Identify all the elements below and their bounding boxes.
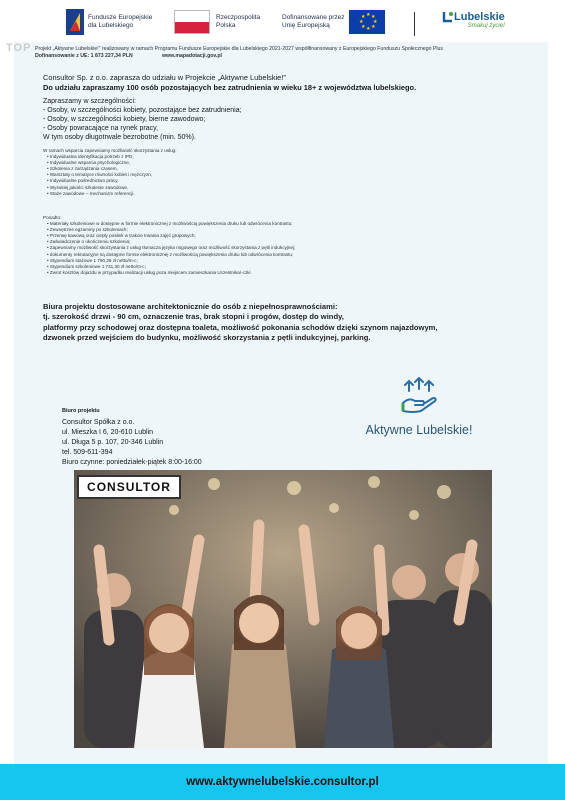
- logo-bar: [0, 0, 565, 42]
- office-line: ul. Długa 5 p. 107, 20-346 Lublin: [62, 439, 164, 446]
- svg-text:★: ★: [360, 14, 365, 20]
- fe-logo-line1: Fundusze Europejskie: [88, 14, 153, 21]
- svg-text:★: ★: [365, 12, 370, 18]
- invite-block: [43, 97, 242, 142]
- footer-bar: [0, 764, 565, 800]
- eu-logo: [282, 10, 385, 34]
- lubelskie-logo-text: Lubelskie: [454, 11, 505, 23]
- support-heading: W ramach wsparcia zapewniamy możliwość skorzystania z usług:: [43, 148, 177, 153]
- also-item: • Stypendium stażowe 1 790,28 zł netto/m-c;: [47, 257, 138, 263]
- rp-logo-line1: Rzeczpospolita: [216, 14, 261, 21]
- rp-logo-line2: Polska: [216, 22, 236, 29]
- fe-star-icon: [66, 9, 84, 35]
- hand-arrows-icon: [399, 377, 439, 415]
- accessibility-line: tj. szerokość drzwi - 90 cm, oznaczenie tras, brak stopni i progów, dostęp do windy,: [43, 312, 344, 322]
- support-item: • Szkolenia z zarządzania czasem,: [47, 166, 118, 172]
- consultor-tag: CONSULTOR: [77, 475, 181, 499]
- accessibility-line: Biura projektu dostosowane architektonicznie do osób z niepełnosprawnościami:: [43, 302, 338, 311]
- lubelskie-mark-icon: [442, 11, 454, 23]
- invite-line: W tym osoby długotrwale bezrobotne (min. 50%).: [43, 134, 196, 141]
- fe-logo-line2: dla Lubelskiego: [88, 22, 134, 29]
- support-item: • Indywidualne wsparcia psychologiczne,: [47, 160, 131, 166]
- svg-text:★: ★: [365, 26, 370, 32]
- office-line: ul. Mieszka I 6, 20-610 Lublin: [62, 429, 154, 436]
- accessibility-line: dzwonek przed wejściem do budynku, możliwość skorzystania z pętli indukcyjnej, parking.: [43, 332, 371, 342]
- also-item: • Zwrot kosztów dojazdu w przypadku realizacji usług poza miejscem zamieszkania Uczestnika/-czki: [47, 269, 251, 275]
- support-item: • Wysokiej jakości szkolenie zawodowe,: [47, 184, 129, 190]
- project-line2-right: www.mapadotacji.gov.pl: [162, 53, 222, 59]
- team-photo: [74, 470, 492, 748]
- office-line: Consultor Spółka z o.o.: [62, 419, 135, 426]
- also-item: • Materiały szkoleniowe w dostępne w formie elektronicznej z możliwością powiększenia druku lub odwrócenia kontrastu;: [47, 221, 293, 227]
- invite-line: - Osoby powracające na rynek pracy,: [43, 125, 159, 132]
- aktywne-logo: [354, 377, 484, 437]
- aktywne-logo-text: Aktywne Lubelskie!: [365, 423, 473, 437]
- support-list: [43, 148, 177, 197]
- also-list: [43, 215, 295, 276]
- svg-text:★: ★: [370, 24, 375, 30]
- logo-divider: [414, 12, 415, 36]
- svg-text:★: ★: [370, 14, 375, 20]
- office-label: Biuro projektu: [62, 408, 100, 414]
- also-item: • Zapewniamy możliwość skorzystania z usług tłumacza języka migowego oraz możliwość skorzystania z pętli indukcyjnej;: [47, 245, 296, 251]
- eu-logo-line2: Unię Europejską: [282, 22, 330, 29]
- accessibility-block: [43, 302, 438, 343]
- project-line2-left: Dofinansowanie z UE: 1 873 227,34 PLN: [35, 53, 133, 59]
- support-item: • Indywidualna identyfikacja potrzeb z IPD,: [47, 154, 134, 160]
- eu-flag-icon: [349, 10, 385, 34]
- fe-logo: [66, 9, 152, 35]
- also-item: • Przerwę kawową oraz ciepły posiłek w trakcie trwania zajęć grupowych;: [47, 233, 196, 239]
- intro-bold-text: Do udziału zapraszamy 100 osób pozostających bez zatrudnienia w wieku 18+ z województwa lubelskiego.: [43, 83, 417, 92]
- rp-logo: [174, 10, 260, 34]
- polish-flag-icon: [174, 10, 210, 34]
- invite-line: - Osoby, w szczególności kobiety, pozostające bez zatrudnienia;: [43, 107, 242, 114]
- also-item: • Zaświadczenie o ukończeniu szkolenia;: [47, 239, 131, 245]
- svg-text:★: ★: [358, 19, 363, 25]
- top-watermark: TOP: [6, 42, 32, 54]
- also-heading: Ponadto:: [43, 215, 62, 220]
- also-item: • Zewnętrzne egzaminy po szkoleniach;: [47, 227, 128, 233]
- project-line1: Projekt „Aktywne Lubelskie!” realizowany w ramach Programu Fundusze Europejskie dla Lubelskiego 2021-2027 współfinansowany z Europejskiego Funduszu Społecznego Plus: [35, 46, 444, 52]
- office-line: tel. 509-611-394: [62, 449, 113, 456]
- footer-url[interactable]: www.aktywnelubelskie.consultor.pl: [186, 776, 379, 788]
- lubelskie-slogan: Smakuj życie!: [467, 23, 505, 29]
- accessibility-line: platformy przy schodowej oraz dostępna toaleta, możliwość pokonania schodów dzięki szynom najazdowym,: [43, 322, 438, 332]
- invite-line: Zapraszamy w szczególności:: [43, 98, 136, 105]
- invite-line: - Osoby, w szczególności kobiety, bierne zawodowo;: [43, 116, 206, 123]
- support-item: • Staże zawodowe – mechanizm referencji.: [47, 190, 135, 196]
- office-line: Biuro czynne: poniedziałek-piątek 8:00-16:00: [62, 459, 202, 466]
- svg-text:★: ★: [360, 24, 365, 30]
- support-item: • Indywidualne pośrednictwo pracy,: [47, 178, 119, 184]
- lubelskie-logo: [442, 11, 505, 29]
- eu-logo-line1: Dofinansowane przez: [282, 14, 345, 21]
- svg-text:★: ★: [372, 19, 377, 25]
- office-block: [62, 406, 202, 468]
- support-item: • Warsztaty o tematyce równości kobiet i mężczyzn,: [47, 172, 153, 178]
- intro-text: Consultor Sp. z o.o. zaprasza do udziału w Projekcie „Aktywne Lubelskie!”: [43, 73, 286, 82]
- celebrating-people-image: [74, 470, 492, 748]
- also-item: • dokumenty rekrutacyjne są dostępne formie elektronicznej z możliwością powiększenia druku lub odwrócenia kontrastu;: [47, 251, 294, 257]
- also-item: • Stypendium szkoleniowe 1 731,30 zł netto/m-c;: [47, 263, 146, 269]
